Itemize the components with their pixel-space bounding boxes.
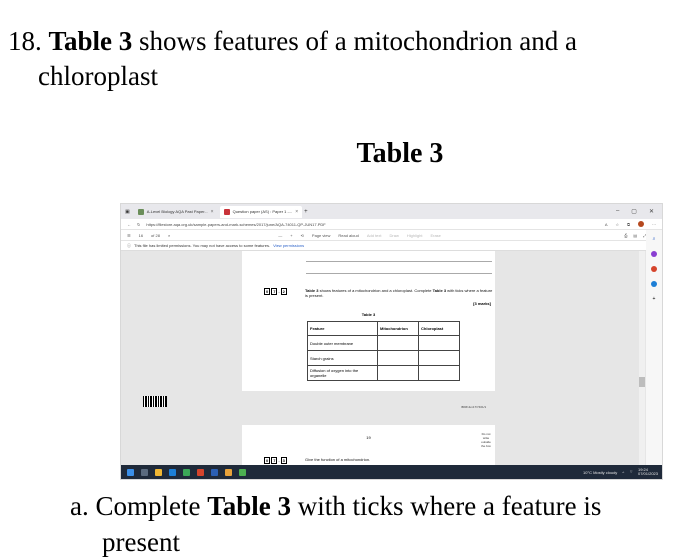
read-aloud-button[interactable]: Read aloud — [338, 232, 359, 238]
weather-text[interactable]: 10°C Mostly cloudy — [583, 469, 618, 475]
header-mitochondrion: Mitochondrion — [378, 322, 419, 336]
question-heading — [8, 24, 698, 94]
question-rest: shows features of a mitochondrion and a — [132, 26, 577, 56]
permission-notice-text: This file has limited permissions. You may not have access to some features. — [134, 243, 271, 248]
info-icon: ⓘ — [127, 242, 131, 248]
powerpoint-icon[interactable] — [197, 469, 204, 476]
header-chloroplast: Chloroplast — [419, 322, 460, 336]
expand-icon[interactable]: ⤢ — [643, 232, 647, 238]
page-number: 19 — [366, 435, 371, 440]
read-mode-icon[interactable]: A — [604, 221, 608, 227]
back-icon[interactable]: ← — [127, 221, 131, 227]
pdf-toolbar — [121, 230, 662, 241]
address-bar-actions — [605, 221, 656, 227]
page-view-button[interactable]: Page view — [311, 232, 331, 238]
header-feature: Feature — [308, 322, 378, 336]
zoom-out-icon[interactable]: — — [278, 232, 283, 238]
app-icon[interactable] — [225, 469, 232, 476]
barcode-icon — [143, 396, 167, 407]
new-tab-icon[interactable]: + — [304, 208, 308, 215]
tick-cell[interactable] — [378, 351, 419, 366]
page-total: of 28 — [151, 232, 160, 238]
explorer-icon[interactable] — [155, 469, 162, 476]
tick-cell[interactable] — [419, 336, 460, 351]
wifi-icon[interactable]: ⌔ — [629, 469, 633, 474]
minimize-icon[interactable]: – — [615, 208, 620, 214]
url-field[interactable]: https://filestore.aqa.org.uk/sample-papers-and-mark-schemes/2017/june/AQA-74011-QP-JUN17.PDF — [146, 221, 326, 227]
page-number-input[interactable]: 16 — [138, 232, 144, 238]
feature-cell: Starch grains — [308, 351, 378, 366]
avatar[interactable] — [638, 221, 644, 227]
question-code: 0 7 . 2 — [266, 289, 285, 294]
view-permissions-link[interactable]: View permissions — [273, 243, 305, 248]
highlight-button[interactable]: Highlight — [406, 232, 423, 238]
table-header-row — [308, 322, 460, 336]
outlook-icon[interactable] — [651, 281, 657, 287]
question-code: 0 7 . 3 — [266, 458, 285, 463]
taskbar — [121, 465, 663, 479]
answer-line — [306, 273, 492, 274]
restore-icon[interactable]: ▢ — [631, 209, 637, 215]
subquestion-rest: with ticks where a feature is — [291, 491, 602, 521]
draw-button[interactable]: Draw — [389, 232, 399, 238]
add-icon[interactable]: + — [652, 296, 656, 302]
add-text-button[interactable]: Add text — [366, 232, 382, 238]
tab-1-label: A-Level Biology AQA Past Paper... — [146, 209, 208, 214]
start-icon[interactable] — [127, 469, 134, 476]
browser-tab-1[interactable] — [134, 206, 218, 218]
feature-cell: Diffusion of oxygen into the organelle — [308, 366, 378, 381]
tick-cell[interactable] — [419, 366, 460, 381]
feature-table — [307, 321, 460, 381]
system-tray — [583, 468, 658, 476]
embedded-screenshot — [120, 203, 663, 480]
word-icon[interactable] — [211, 469, 218, 476]
more-icon[interactable]: ··· — [652, 221, 656, 227]
question-text: Table 3 shows features of a mitochondrion and a chloroplast. Complete Table 3 with ticks where a feature is present. — [305, 288, 493, 298]
chevron-up-icon[interactable]: ^ — [622, 469, 625, 475]
tick-cell[interactable] — [419, 351, 460, 366]
contents-icon[interactable]: ☰ — [127, 232, 131, 238]
search-icon[interactable] — [141, 469, 148, 476]
scrollbar-thumb[interactable] — [639, 377, 645, 387]
question-number: 18. — [8, 26, 42, 56]
address-bar — [121, 219, 662, 230]
table-row — [308, 351, 460, 366]
tab-close-icon[interactable]: × — [295, 208, 299, 215]
footer-code: IB/M/Jun17/7401/1 — [461, 405, 487, 409]
print-icon[interactable]: ⎙ — [624, 232, 628, 238]
browser-tab-2[interactable] — [220, 206, 303, 218]
answer-line — [306, 261, 492, 262]
tab-close-icon[interactable]: × — [210, 208, 214, 215]
marks-label: [3 marks] — [473, 301, 491, 306]
zoom-in-icon[interactable]: + — [290, 232, 293, 238]
margin-note: Do not write outside the box — [481, 432, 491, 448]
window-controls — [616, 208, 662, 215]
edge-icon[interactable] — [169, 469, 176, 476]
window-menu-icon[interactable]: ▣ — [125, 208, 130, 215]
clock[interactable]: 19:24 07/01/2023 — [637, 467, 658, 476]
subquestion-bold-table: Table 3 — [207, 491, 292, 521]
inner-table-title: Table 3 — [361, 312, 376, 317]
office-icon[interactable] — [651, 266, 657, 272]
edge-sidebar — [646, 230, 662, 467]
table-row — [308, 336, 460, 351]
pdf-page — [242, 251, 495, 391]
search-icon[interactable]: ⌕ — [167, 232, 171, 238]
save-icon[interactable]: ▤ — [633, 232, 638, 238]
discover-icon[interactable] — [651, 251, 657, 257]
feature-cell: Double outer membrane — [308, 336, 378, 351]
vertical-scrollbar[interactable] — [639, 251, 645, 467]
table-title: Table 3 — [356, 138, 444, 169]
app-icon-2[interactable] — [239, 469, 246, 476]
search-icon[interactable]: ⌕ — [652, 236, 656, 242]
tick-cell[interactable] — [378, 366, 419, 381]
subquestion-prefix: a. Complete — [70, 491, 208, 521]
collections-icon[interactable]: ⧉ — [627, 221, 630, 227]
subquestion — [70, 488, 698, 560]
tab-favicon-icon — [224, 209, 230, 215]
pdf-viewer-area[interactable] — [121, 251, 648, 467]
table-row — [308, 366, 460, 381]
tab-2-label: Question paper (AS) : Paper 1 -... — [232, 209, 293, 214]
question-bold-table: Table 3 — [48, 26, 133, 56]
close-window-icon[interactable]: ✕ — [648, 209, 654, 215]
permission-notice-bar — [121, 241, 662, 251]
browser-tabbar — [121, 204, 662, 219]
rotate-icon[interactable]: ⟲ — [300, 232, 304, 238]
subquestion-line2: present — [102, 527, 180, 557]
refresh-icon[interactable]: ↻ — [137, 221, 141, 227]
tab-favicon-icon — [138, 209, 144, 215]
erase-button[interactable]: Erase — [430, 232, 441, 238]
favorite-star-icon[interactable]: ☆ — [615, 221, 620, 227]
question-line2: chloroplast — [38, 61, 158, 91]
tick-cell[interactable] — [378, 336, 419, 351]
excel-icon[interactable] — [183, 469, 190, 476]
question-2-text: Give the function of a mitochondrion. — [305, 457, 371, 462]
